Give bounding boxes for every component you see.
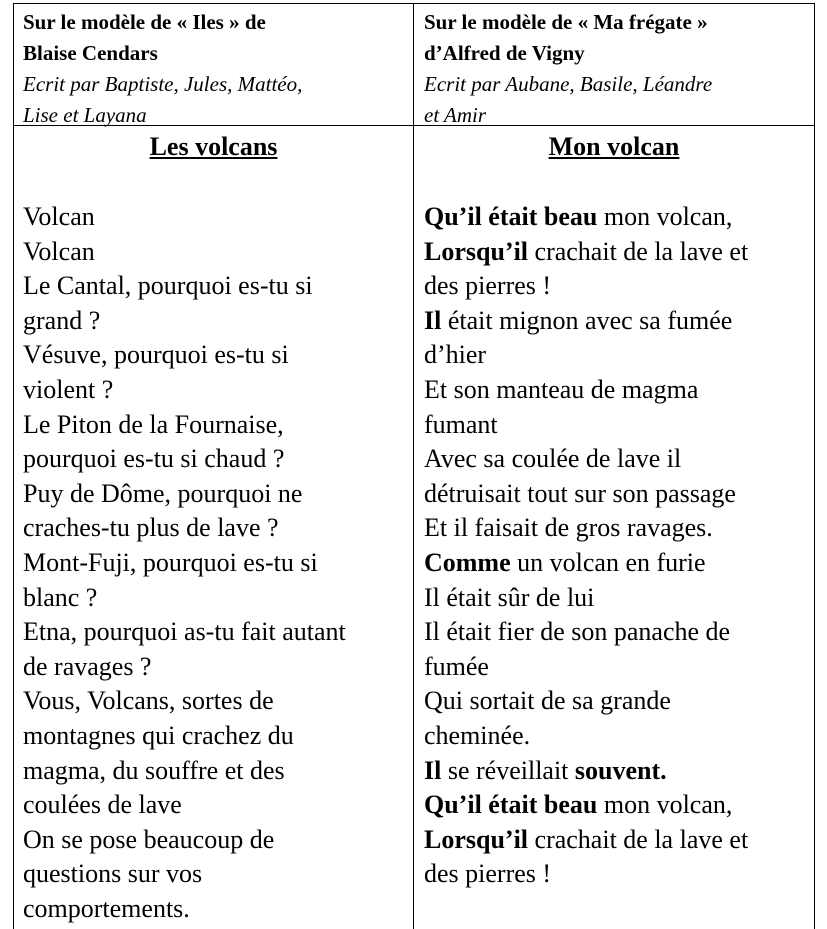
line-text: crachait de la lave et <box>528 236 749 266</box>
poem-line: grand ? <box>23 305 101 335</box>
poem-line <box>424 754 810 789</box>
poem-line: Puy de Dôme, pourquoi ne <box>23 478 303 508</box>
poem-line: Qui sortait de sa grande <box>424 686 671 716</box>
poem-table <box>13 3 815 929</box>
left-authors-line1: Ecrit par Baptiste, Jules, Mattéo, <box>23 72 303 96</box>
line-text: un volcan en furie <box>510 547 706 577</box>
poem-line: montagnes qui crachez du <box>23 720 294 750</box>
left-model-line1: Sur le modèle de « Iles » de <box>23 10 266 34</box>
poem-line: Etna, pourquoi as-tu fait autant <box>23 617 346 647</box>
poem-line: des pierres ! <box>424 271 552 301</box>
poem-line <box>424 200 810 235</box>
right-poem-title: Mon volcan <box>548 132 680 161</box>
poem-line: fumant <box>424 409 498 439</box>
right-model-line1: Sur le modèle de « Ma frégate » <box>424 10 708 34</box>
poem-line: pourquoi es-tu si chaud ? <box>23 444 285 474</box>
line-text: se réveillait <box>441 755 575 785</box>
line-text: mon volcan, <box>597 790 733 820</box>
poem-line: cheminée. <box>424 720 531 750</box>
poem-line: Il était fier de son panache de <box>424 617 731 647</box>
poem-line: Avec sa coulée de lave il <box>424 444 682 474</box>
poem-line <box>424 235 810 270</box>
bold-phrase: Il <box>424 305 442 335</box>
poem-line: de ravages ? <box>23 651 152 681</box>
poem-line: Volcan <box>23 236 95 266</box>
line-text: mon volcan, <box>597 202 733 231</box>
poem-line <box>424 823 810 858</box>
poem-line: craches-tu plus de lave ? <box>23 513 279 543</box>
right-poem <box>424 200 810 892</box>
poem-line: détruisait tout sur son passage <box>424 478 736 508</box>
line-text: était mignon avec sa fumée <box>441 305 733 335</box>
poem-line: Et il faisait de gros ravages. <box>424 513 713 543</box>
right-authors-line1: Ecrit par Aubane, Basile, Léandre <box>424 72 713 96</box>
poem-line: Volcan <box>23 202 95 231</box>
poem-line: Le Cantal, pourquoi es-tu si <box>23 271 313 301</box>
right-authors-line2: et Amir <box>424 103 487 127</box>
right-model-line2: d’Alfred de Vigny <box>424 41 585 65</box>
poem-line: d’hier <box>424 340 487 370</box>
poem-line: des pierres ! <box>424 859 552 889</box>
poem-line: Vésuve, pourquoi es-tu si <box>23 340 289 370</box>
poem-line: blanc ? <box>23 582 98 612</box>
poem-line: Mont-Fuji, pourquoi es-tu si <box>23 547 318 577</box>
left-poem-title: Les volcans <box>149 132 278 161</box>
poem-line: magma, du souffre et des <box>23 755 285 785</box>
left-poem <box>23 200 409 926</box>
poem-line: Le Piton de la Fournaise, <box>23 409 284 439</box>
left-model-line2: Blaise Cendars <box>23 41 158 65</box>
bold-phrase: Qu’il était beau <box>424 790 598 820</box>
poem-line <box>424 304 810 339</box>
poem-line: Il était sûr de lui <box>424 582 595 612</box>
poem-line: Et son manteau de magma <box>424 374 699 404</box>
poem-line: coulées de lave <box>23 790 182 820</box>
left-header <box>23 7 409 131</box>
poem-line: On se pose beaucoup de <box>23 824 275 854</box>
bold-phrase: Lorsqu’il <box>424 236 529 266</box>
bold-phrase: Il <box>424 755 442 785</box>
bold-phrase: souvent. <box>574 755 667 785</box>
poem-line: comportements. <box>23 893 190 923</box>
poem-line: fumée <box>424 651 489 681</box>
bold-phrase: Lorsqu’il <box>424 824 529 854</box>
poem-line: questions sur vos <box>23 859 203 889</box>
right-header <box>424 7 810 131</box>
poem-line <box>424 546 810 581</box>
line-text: crachait de la lave et <box>528 824 749 854</box>
poem-line: violent ? <box>23 374 114 404</box>
left-authors-line2: Lise et Layana <box>23 103 147 127</box>
poem-line <box>424 788 810 823</box>
bold-phrase: Qu’il était beau <box>424 202 598 231</box>
poem-line: Vous, Volcans, sortes de <box>23 686 274 716</box>
bold-phrase: Comme <box>424 547 511 577</box>
